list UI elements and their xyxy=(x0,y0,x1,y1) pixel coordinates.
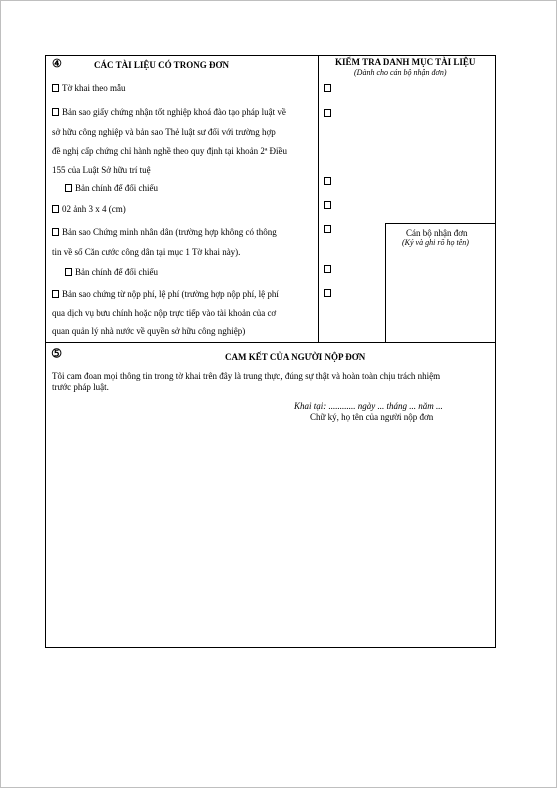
check-checkbox-4[interactable] xyxy=(324,201,331,209)
check-checkbox-1[interactable] xyxy=(324,84,331,92)
document-item-7: Bản sao chứng từ nộp phí, lệ phí (trường hợp nộp phí, lệ phí xyxy=(52,288,279,300)
signature-line: Chữ ký, họ tên của người nộp đơn xyxy=(310,412,434,422)
document-item-2-line4: 155 của Luật Sở hữu trí tuệ xyxy=(52,165,151,175)
checkbox-icon[interactable] xyxy=(52,205,59,213)
document-item-1: Tờ khai theo mẫu xyxy=(52,82,126,94)
document-item-7-line2: qua dịch vụ bưu chính hoặc nộp trực tiếp vào tài khoản của cơ xyxy=(52,308,277,318)
checkbox-icon[interactable] xyxy=(52,228,59,236)
document-item-3: Bản chính để đối chiếu xyxy=(65,182,158,194)
statement-line2: trước pháp luật. xyxy=(52,382,109,392)
document-item-2-line2: sở hữu công nghiệp và bản sao Thẻ luật sư đối với trường hợp xyxy=(52,127,276,137)
document-item-7-line3: quan quản lý nhà nước về quyền sở hữu công nghiệp) xyxy=(52,326,246,336)
section4-title: CÁC TÀI LIỆU CÓ TRONG ĐƠN xyxy=(94,60,229,70)
section4-number: ④ xyxy=(52,58,62,70)
check-checkbox-7[interactable] xyxy=(324,289,331,297)
check-title: KIỂM TRA DANH MỤC TÀI LIỆU xyxy=(335,57,476,67)
document-item-4: 02 ảnh 3 x 4 (cm) xyxy=(52,203,126,215)
document-item-2-line3: đề nghị cấp chứng chỉ hành nghề theo quy định tại khoản 2ª Điều xyxy=(52,146,288,156)
check-checkbox-5[interactable] xyxy=(324,225,331,233)
officer-subtitle: (Ký và ghi rõ họ tên) xyxy=(402,238,469,247)
check-checkbox-2[interactable] xyxy=(324,109,331,117)
checkbox-icon[interactable] xyxy=(65,184,72,192)
statement-line1: Tôi cam đoan mọi thông tin trong tờ khai trên đây là trung thực, đúng sự thật và hoàn toàn chịu trách nhiệm xyxy=(52,371,441,381)
checkbox-icon[interactable] xyxy=(52,108,59,116)
date-line: Khai tại: ............ ngày ... tháng ... năm ... xyxy=(294,401,443,411)
check-checkbox-6[interactable] xyxy=(324,265,331,273)
document-item-6: Bản chính để đối chiếu xyxy=(65,266,158,278)
checkbox-icon[interactable] xyxy=(52,84,59,92)
checkbox-icon[interactable] xyxy=(65,268,72,276)
section5-number: ➄ xyxy=(52,348,62,360)
document-item-5-line2: tin về số Căn cước công dân tại mục 1 Tờ khai này). xyxy=(52,247,241,257)
checkbox-icon[interactable] xyxy=(52,290,59,298)
document-item-5: Bản sao Chứng minh nhân dân (trường hợp không có thông xyxy=(52,226,277,238)
officer-title: Cán bộ nhận đơn xyxy=(406,228,468,238)
check-subtitle: (Dành cho cán bộ nhận đơn) xyxy=(354,68,447,77)
document-item-2: Bản sao giấy chứng nhận tốt nghiệp khoá đào tạo pháp luật về xyxy=(52,106,286,118)
section5-cell xyxy=(45,342,496,648)
check-checkbox-3[interactable] xyxy=(324,177,331,185)
section5-title: CAM KẾT CỦA NGƯỜI NỘP ĐƠN xyxy=(225,352,366,362)
